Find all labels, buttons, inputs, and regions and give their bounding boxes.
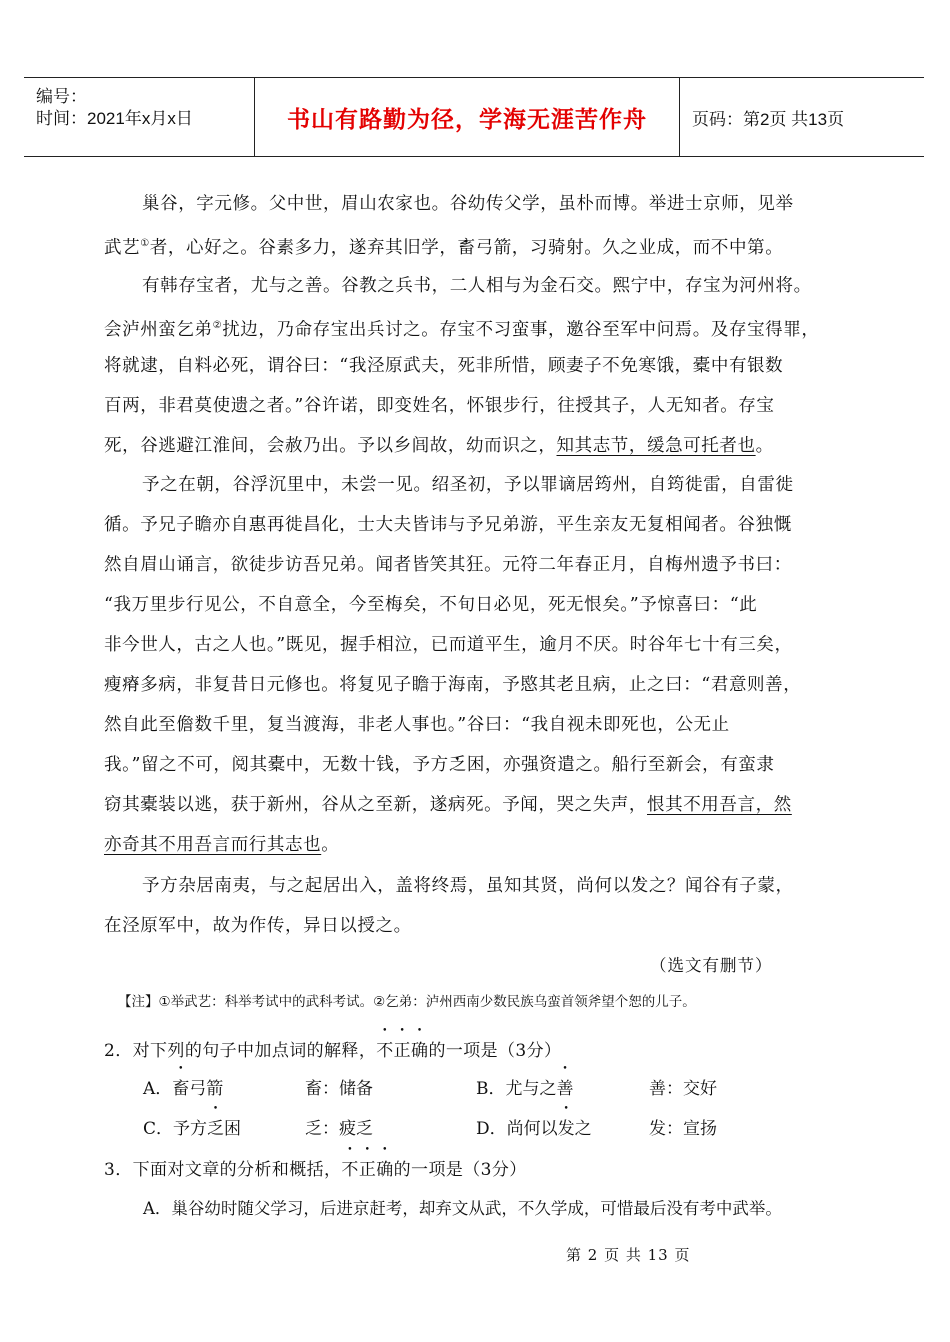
text-line — [104, 426, 864, 466]
question-3-stem — [104, 1155, 527, 1180]
text-run: 的一项是（3分） — [393, 1160, 527, 1180]
q2-option-d — [476, 1114, 592, 1139]
text-line — [104, 825, 864, 865]
text-run: 困，亦强资遣之。船行至新会，有蛮隶 — [466, 755, 775, 775]
dotted-char: 乏 — [207, 1119, 225, 1139]
text-line — [104, 306, 864, 346]
text-run: 窃其橐装以逃，获于新州，谷从之至新，遂病死。予闻，哭之失声， — [104, 795, 647, 815]
dotted-char: 正 — [393, 1041, 412, 1061]
text-line: 百两，非君莫使遗之者。”谷许诺，即变姓名，怀银步行，往授其子，人无知者。存宝 — [104, 396, 775, 416]
text-line: 将就逮，自料必死，谓谷曰：“我泾原武夫，死非所惜，顾妻子不免寒饿，橐中有银数 — [104, 356, 784, 376]
time-label: 时间：2021年x月x日 — [36, 109, 193, 128]
paragraph-2 — [104, 266, 864, 466]
text-run: 者，心好之。谷素多力，遂弃其旧学， — [149, 237, 458, 258]
header-motto-cell — [254, 78, 680, 156]
text-line: 循。予兄子瞻亦自惠再徙昌化，士大夫皆讳与予兄弟游，平生亲友无复相闻者。谷独慨 — [104, 515, 792, 535]
text-run: 我。”留之不可，阅其橐中，无数十钱，予方 — [104, 755, 449, 775]
underlined-text: 亦奇其不用吾言而行其志也 — [104, 835, 322, 855]
footnote: 【注】①举武艺：科举考试中的武科考试。②乞弟：泸州西南少数民族乌蛮首领斧望个恕的儿子。 — [118, 994, 696, 1010]
text-line: 瘦瘠多病，非复昔日元修也。将复见子瞻于海南，予愍其老且病，止之曰：“君意则善， — [104, 675, 802, 695]
dotted-char: 畜 — [457, 237, 476, 258]
text-line: 巢谷，字元修。父中世，眉山农家也。谷幼传父学，虽朴而博。举进士京师，见举 — [142, 194, 794, 214]
dotted-char: 不 — [376, 1041, 394, 1061]
text-run: 3．下面对文章的分析和概括， — [104, 1160, 342, 1180]
q2-gloss-c: 乏：疲乏 — [305, 1119, 373, 1139]
text-run: 会泸州蛮乞弟 — [104, 319, 213, 340]
number-label: 编号： — [36, 87, 87, 106]
dotted-char: 确 — [411, 1041, 429, 1061]
q2-option-c — [143, 1114, 241, 1139]
text-line — [104, 866, 864, 906]
dotted-char: 发 — [557, 1119, 575, 1139]
dotted-char: 畜 — [172, 1079, 190, 1099]
page-code: 页码：第2页 共13页 — [692, 109, 845, 129]
dotted-char: 正 — [358, 1160, 377, 1180]
text-line — [104, 785, 864, 825]
underlined-text: 知其志节，缓急可托者也 — [556, 436, 756, 456]
paragraph-4 — [104, 866, 864, 946]
footnote-marker: ② — [212, 320, 223, 331]
dotted-char: 确 — [376, 1160, 394, 1180]
underlined-text: 恨其不用吾言，然 — [647, 795, 792, 815]
q3-option-a: A．巢谷幼时随父学习，后进京赶考，却弃文从武，不久学成，可惜最后没有考中武举。 — [143, 1199, 782, 1218]
page-footer: 第 2 页 共 13 页 — [566, 1246, 691, 1264]
text-run: 的一项是（3分） — [428, 1041, 562, 1061]
header-meta-cell — [24, 78, 254, 156]
text-run: 死，谷逃避江淮间，会赦乃出。予以乡闾故，幼而识之， — [104, 436, 557, 456]
q2-gloss-b: 善：交好 — [649, 1079, 717, 1099]
motto: 书山有路勤为径，学海无涯苦作舟 — [287, 106, 647, 133]
q2-option-a — [143, 1074, 223, 1099]
text-run: 。 — [321, 835, 340, 855]
text-line: 予之在朝，谷浮沉里中，未尝一见。绍圣初，予以罪谪居筠州，自筠徙雷，自雷徙 — [142, 475, 794, 495]
dotted-char: 善 — [556, 1079, 574, 1099]
text-run: B．尤与之 — [476, 1079, 557, 1099]
q2-option-b — [476, 1074, 574, 1099]
dotted-char: 不 — [341, 1160, 359, 1180]
text-line: 然自此至儋数千里，复当渡海，非老人事也。”谷曰：“我自视未即死也，公无止 — [104, 715, 730, 735]
text-run: 武艺 — [104, 237, 141, 258]
dotted-char: 发 — [630, 876, 649, 896]
page-header — [24, 77, 924, 157]
text-line: 在泾原军中，故为作传，异日以授之。 — [104, 916, 412, 936]
text-run: 2．对下列的句子中加点词的解释， — [104, 1041, 377, 1061]
paragraph-1 — [104, 184, 864, 264]
footnote-marker: ① — [140, 238, 150, 249]
text-line — [104, 745, 864, 785]
text-run: C．予方 — [143, 1119, 208, 1139]
paragraph-3 — [104, 465, 864, 865]
text-line: 有韩存宝者，尤与之善。谷教之兵书，二人相与为金石交。熙宁中，存宝为河州将。 — [142, 276, 812, 296]
dotted-char: 乏 — [448, 755, 467, 775]
text-line — [104, 224, 864, 264]
text-run: 弓箭 — [189, 1079, 224, 1099]
text-line: 非今世人，古之人也。”既见，握手相泣，已而道平生，逾月不厌。时谷年七十有三矣， — [104, 635, 793, 655]
question-2-stem — [104, 1036, 561, 1061]
text-run: 困 — [224, 1119, 242, 1139]
text-line: 然自眉山诵言，欲徒步访吾兄弟。闻者皆笑其狂。元符二年春正月，自梅州遗予书曰： — [104, 555, 792, 575]
q2-gloss-d: 发：宣扬 — [649, 1119, 717, 1139]
text-run: A． — [143, 1079, 173, 1099]
text-line: “我万里步行见公，不自意全，今至梅矣，不旬日必见，死无恨矣。”予惊喜曰：“此 — [104, 595, 758, 615]
text-run: 之 — [574, 1119, 592, 1139]
text-run: 扰边，乃命存宝出兵讨之。存宝不习蛮事，邀谷至军中问焉。及存宝得罪， — [222, 319, 820, 340]
text-run: 予方杂居南夷，与之起居出入，盖将终焉，虽知其贤，尚何以 — [142, 876, 631, 896]
text-run: 弓箭，习骑射。久之业成，而不中第。 — [475, 237, 784, 258]
text-run: 。 — [755, 436, 774, 456]
q2-gloss-a: 畜：储备 — [305, 1079, 373, 1099]
header-page-cell — [680, 78, 924, 156]
source-note: （选文有删节） — [650, 956, 773, 975]
text-run: D．尚何以 — [476, 1119, 558, 1139]
text-run: 之？闻谷有子蒙， — [648, 876, 794, 896]
